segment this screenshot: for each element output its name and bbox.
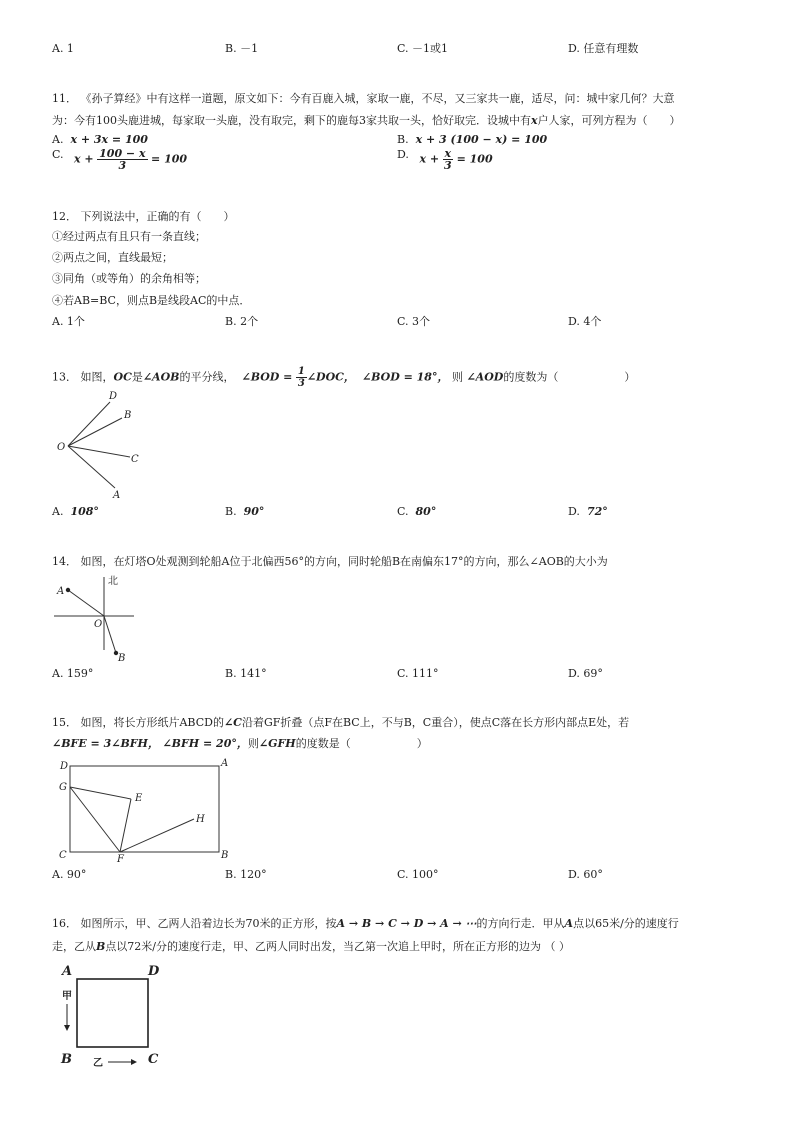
label-f: F [117,854,124,865]
label-north: 北 [108,576,118,587]
q15-option-a: A. 90° [52,868,87,881]
q15-angle-bfe: ∠BFE = 3∠BFH， [52,737,159,750]
q11-variable: x [531,114,538,127]
fraction-denominator: 3 [444,159,452,172]
q14-option-b: B. 141° [225,667,267,680]
label-b: B [124,410,132,421]
fraction-denominator: 3 [118,159,127,172]
q16-stem-text: 的方向行走．甲从 [476,917,565,930]
label-d: D [148,964,160,979]
q15-angle-gfh: ∠GFH [258,737,296,750]
fraction-numerator: 1 [297,366,305,377]
q13-angle-aod: ∠AOD [466,370,504,384]
label-a: A [62,964,73,979]
q10-option-b: B. －1 [225,42,259,55]
q11-stem-tail: 户人家，可列方程为（ ） [537,114,681,127]
label-c: C [148,1052,159,1067]
q16-point-b: B [96,940,106,953]
q13-angle-aob: ∠AOB [142,370,180,384]
q15-stem-intro: 15． 如图，将长方形纸片ABCD的 [52,716,224,729]
q16-path: A → B → C → D → A → ⋯ [336,917,477,930]
q13-angle-bod-value: ∠BOD = 18°， [361,370,449,384]
q13-stem-text: 的平分线， [179,370,235,384]
label-e: E [135,793,143,804]
q15-stem-text: 沿着GF折叠（点F在BC上，不与B，C重合），使点C落在长方形内部点E处，若 [241,716,630,729]
q10-option-d: D. 任意有理数 [568,42,639,55]
label-jia: 甲 [62,991,72,1002]
square-abcd [77,979,148,1047]
q15-option-c: C. 100° [397,868,439,881]
q14-option-a: A. 159° [52,667,94,680]
q15-option-d: D. 60° [568,868,603,881]
q11-option-a-equation: x + 3x = 100 [70,133,148,146]
q16-stem-text: 走，乙从 [52,940,96,953]
label-g: G [59,782,67,793]
q10-option-a: A. 1 [52,42,74,55]
q11-option-b-label: B. [397,133,409,146]
q11-stem-line1: 11． 《孙子算经》中有这样一道题，原文如下：今有百鹿入城，家取一鹿，不尽，又三家共一鹿，适尽，问：城中家几何？大意 [52,92,675,105]
q11-option-d-prefix: x + [419,152,440,166]
label-yi: 乙 [93,1058,103,1069]
label-c: C [131,454,139,465]
q13-option-c-value: 80° [415,505,437,518]
q12-option-a: A. 1个 [52,315,85,328]
label-a: A [57,586,65,597]
q12-statement-2: ②两点之间，直线最短； [52,251,173,264]
fraction-numerator: 100 − x [99,147,146,160]
q11-option-c-label: C. [52,148,64,161]
q11-option-c-prefix: x + [74,152,94,166]
label-a: A [113,490,121,501]
label-a: A [221,758,229,769]
label-b: B [61,1052,72,1067]
q13-stem-tail: 的度数为（ ） [503,370,636,384]
q16-point-a: A [564,917,574,930]
label-b: B [221,850,229,861]
q11-option-a-label: A. [52,133,64,146]
q16-stem-intro: 16． 如图所示，甲、乙两人沿着边长为70米的正方形，按 [52,917,337,930]
label-d: D [60,761,69,772]
q13-ray-oc: OC [113,370,132,384]
q11-option-b-equation: x + 3 (100 − x) = 100 [415,133,548,146]
q13-stem-text: 则 [451,370,463,384]
q16-stem-text: 点以65米/分的速度行 [573,917,679,930]
fraction-denominator: 3 [297,378,305,389]
q13-stem-text: 是 [131,370,143,384]
q12-statement-3: ③同角（或等角）的余角相等； [52,272,206,285]
q13-angle-bod: ∠BOD = [241,370,293,384]
q12-statement-4: ④若AB=BC，则点B是线段AC的中点． [52,294,251,307]
q12-option-b: B. 2个 [225,315,259,328]
q15-option-b: B. 120° [225,868,267,881]
q13-option-b-value: 90° [243,505,265,518]
label-h: H [196,814,205,825]
q12-statement-1: ①经过两点有且只有一条直线； [52,230,206,243]
q12-stem: 12． 下列说法中，正确的有（ ） [52,210,235,223]
q13-angle-doc: ∠DOC， [306,370,355,384]
q15-angle-c: ∠C [223,716,242,729]
q14-stem: 14． 如图，在灯塔O处观测到轮船A位于北偏西56°的方向，同时轮船B在南偏东17°的方向，那么∠AOB的大小为 [52,555,608,568]
q12-option-d: D. 4个 [568,315,602,328]
q11-option-c-suffix: = 100 [151,152,188,166]
q15-stem-text: 则 [247,737,259,750]
q11-option-d-label: D. [397,148,409,161]
q15-angle-bfh: ∠BFH = 20°， [162,737,248,750]
label-d: D [109,391,118,402]
label-o: O [57,442,66,453]
q16-stem-tail: 点以72米/分的速度行走，甲、乙两人同时出发，当乙第一次追上甲时，所在正方形的边为 （ ） [105,940,571,953]
q11-stem-text: 为：今有100头鹿进城，每家取一头鹿，没有取完，剩下的鹿每3家共取一头，恰好取完．设城中有 [52,114,531,127]
q12-option-c: C. 3个 [397,315,431,328]
q13-stem-intro: 13． 如图， [52,370,114,384]
q13-option-c-label: C. [397,505,409,518]
label-c: C [59,850,67,861]
label-o: O [94,619,103,630]
q14-option-c: C. 111° [397,667,439,680]
q13-option-b-label: B. [225,505,237,518]
q13-option-a-label: A. [52,505,64,518]
q11-option-d-suffix: = 100 [456,152,493,166]
q15-stem-tail: 的度数是（ ） [295,737,428,750]
label-b: B [118,653,126,664]
q14-option-d: D. 69° [568,667,603,680]
q10-option-c: C. －1或1 [397,42,449,55]
q13-option-a-value: 108° [70,505,99,518]
q13-option-d-label: D. [568,505,580,518]
q13-option-d-value: 72° [586,505,608,518]
fraction-numerator: x [444,147,452,160]
